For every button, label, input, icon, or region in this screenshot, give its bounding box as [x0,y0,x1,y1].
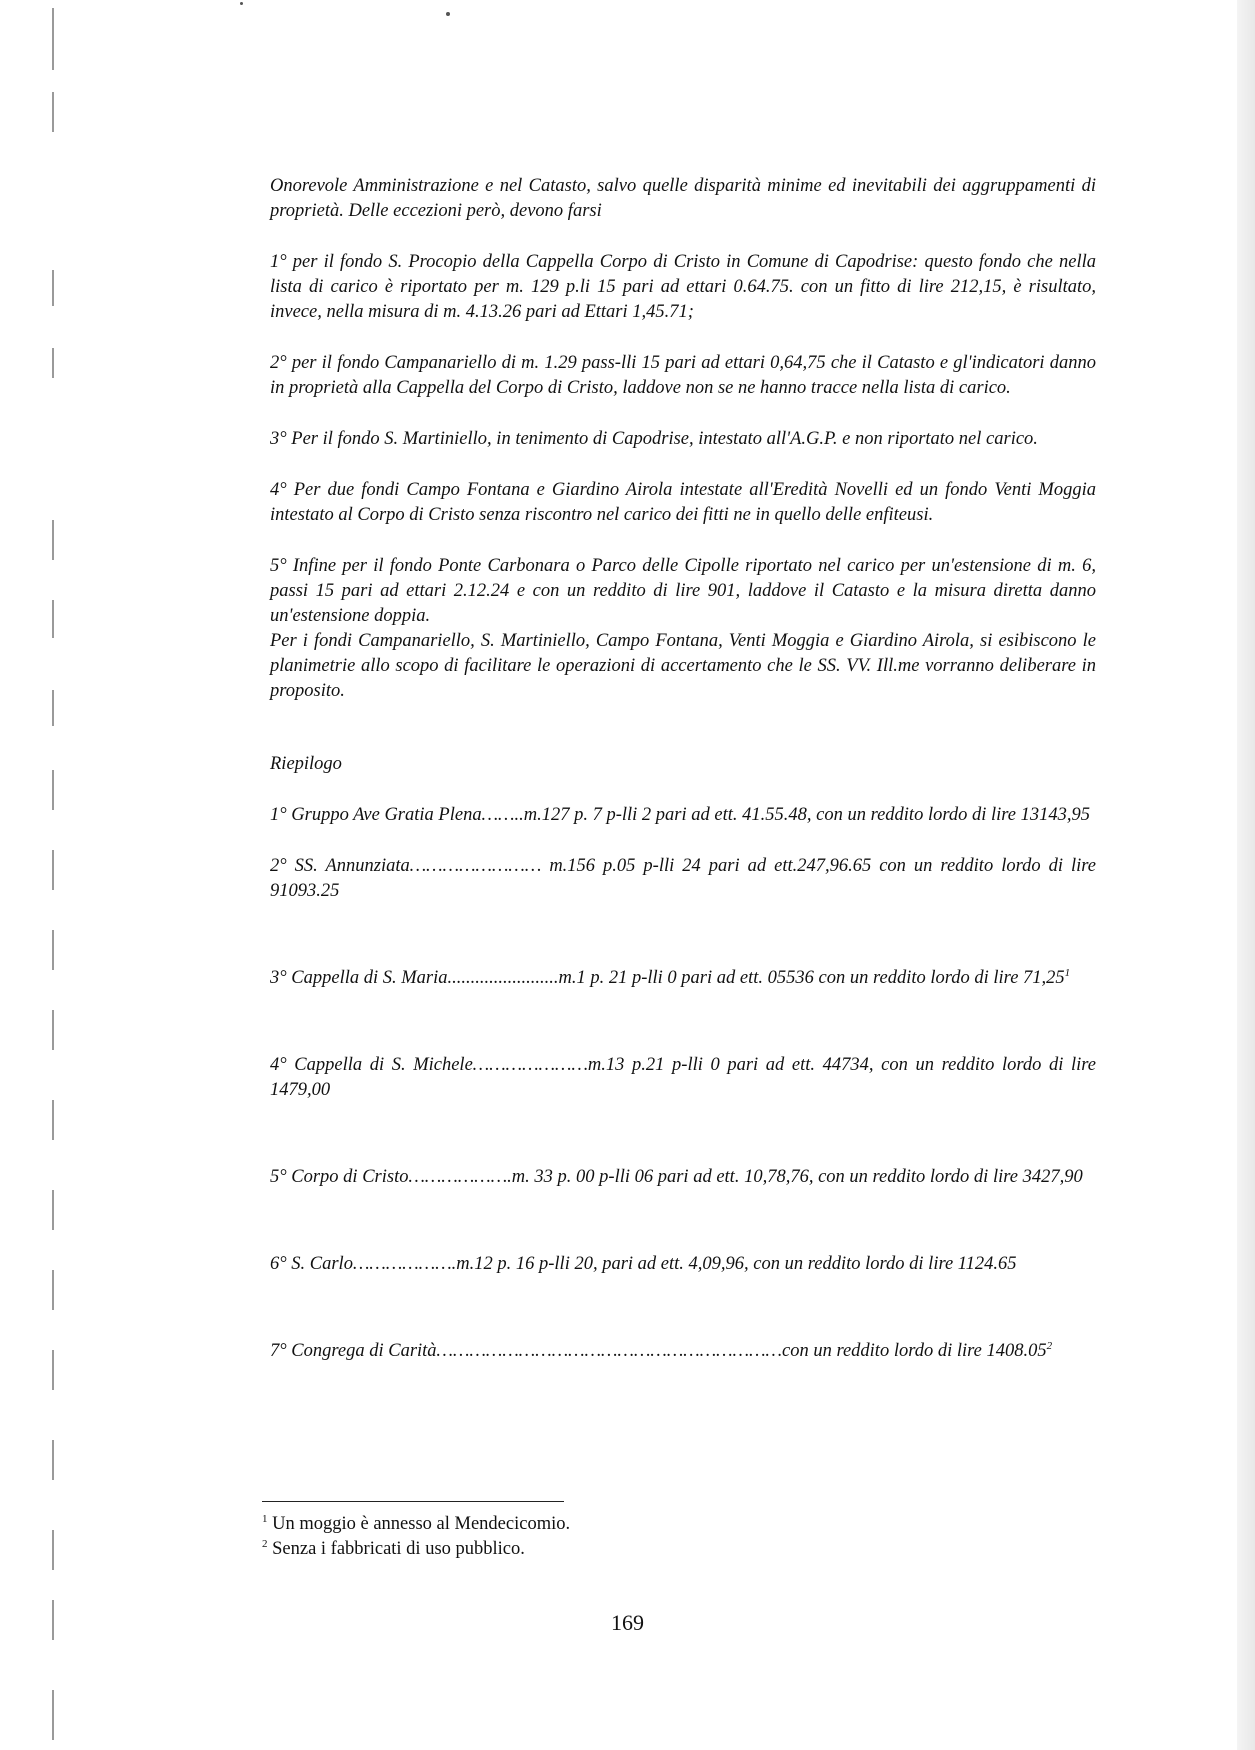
summary-item-7-text: 7° Congrega di Carità………………………………………………………con un reddito lordo di lire 1408.05 [270,1341,1047,1361]
binding-mark [52,1440,54,1480]
binding-mark [52,1100,54,1140]
footnote-2 [262,1537,570,1562]
footnote-text: Un moggio è annesso al Mendecicomio. [272,1514,571,1534]
paragraph-exception-2: 2° per il fondo Campanariello di m. 1.29 pass-lli 15 pari ad ettari 0,64,75 che il Catasto e gl'indicatori danno in proprietà alla Cappella del Corpo di Cristo, laddove non se ne hanno tracce nella lista di carico. [270,353,1096,398]
scan-speck [446,12,450,16]
summary-heading: Riepilogo [270,754,342,774]
footnote-ref-2: 2 [1046,1339,1053,1352]
binding-mark [52,770,54,810]
binding-mark [52,8,54,70]
binding-mark [52,348,54,378]
summary-item-7 [270,1339,1096,1364]
summary-item-5: 5° Corpo di Cristo……………….m. 33 p. 00 p-lli 06 pari ad ett. 10,78,76, con un reddito lordo di lire 3427,90 [270,1167,1083,1187]
page-edge-shadow [1237,0,1255,1750]
paragraph-planimetrie: Per i fondi Campanariello, S. Martiniello, Campo Fontana, Venti Moggia e Giardino Airola, si esibiscono le planimetrie allo scopo di facilitare le operazioni di accertamento che le SS. VV. Ill.me vorranno deliberare in proposito. [270,631,1096,701]
binding-mark [52,1190,54,1230]
binding-mark [52,1270,54,1310]
paragraph-exception-3: 3° Per il fondo S. Martiniello, in tenimento di Capodrise, intestato all'A.G.P. e non riportato nel carico. [270,429,1038,449]
binding-mark [52,1530,54,1570]
binding-mark [52,1350,54,1390]
paragraph-exception-5: 5° Infine per il fondo Ponte Carbonara o Parco delle Cipolle riportato nel carico per un'estensione di m. 6, passi 15 pari ad ettari 2.12.24 e con un reddito di lire 901, laddove il Catasto e la misura diretta danno un'estensione doppia. [270,556,1096,626]
binding-mark [52,520,54,560]
footnotes [262,1512,570,1562]
scan-speck [240,2,243,5]
paragraph-exception-1: 1° per il fondo S. Procopio della Cappella Corpo di Cristo in Comune di Capodrise: questo fondo che nella lista di carico è riportato per m. 129 p.li 15 pari ad ettari 0.64.75. con un fitto di lire 212,15, è risultato, invece, nella misura di m. 4.13.26 pari ad Ettari 1,45.71; [270,252,1096,322]
summary-item-1: 1° Gruppo Ave Gratia Plena……..m.127 p. 7 p-lli 2 pari ad ett. 41.55.48, con un reddito lordo di lire 13143,95 [270,805,1090,825]
summary-item-6: 6° S. Carlo……………….m.12 p. 16 p-lli 20, pari ad ett. 4,09,96, con un reddito lordo di lire 1124.65 [270,1254,1017,1274]
main-text [270,174,1096,1364]
footnote-ref-1: 1 [1064,966,1071,979]
footnote-marker: 1 [262,1512,268,1525]
footnote-marker: 2 [262,1537,268,1550]
binding-mark [52,600,54,638]
page-number: 169 [611,1610,644,1635]
binding-mark [52,270,54,306]
footnote-separator [262,1501,564,1502]
binding-mark [52,850,54,890]
summary-item-2: 2° SS. Annunziata…………………… m.156 p.05 p-lli 24 pari ad ett.247,96.65 con un reddito lordo di lire 91093.25 [270,856,1096,901]
binding-mark [52,92,54,132]
binding-mark [52,690,54,726]
binding-mark [52,1010,54,1050]
summary-item-3 [270,966,1096,991]
paragraph-exception-4: 4° Per due fondi Campo Fontana e Giardino Airola intestate all'Eredità Novelli ed un fondo Venti Moggia intestato al Corpo di Cristo senza riscontro nel carico dei fitti ne in quello delle enfiteusi. [270,480,1096,525]
binding-mark [52,1690,54,1740]
summary-item-4: 4° Cappella di S. Michele…………………m.13 p.21 p-lli 0 pari ad ett. 44734, con un reddito lordo di lire 1479,00 [270,1055,1096,1100]
summary-item-3-text: 3° Cappella di S. Maria........................m.1 p. 21 p-lli 0 pari ad ett. 05536 con un reddito lordo di lire 71,25 [270,968,1065,988]
binding-mark [52,930,54,970]
footnote-1 [262,1512,570,1537]
footnote-text: Senza i fabbricati di uso pubblico. [272,1539,525,1559]
paragraph-intro: Onorevole Amministrazione e nel Catasto, salvo quelle disparità minime ed inevitabili dei aggruppamenti di proprietà. Delle eccezioni però, devono farsi [270,176,1096,221]
